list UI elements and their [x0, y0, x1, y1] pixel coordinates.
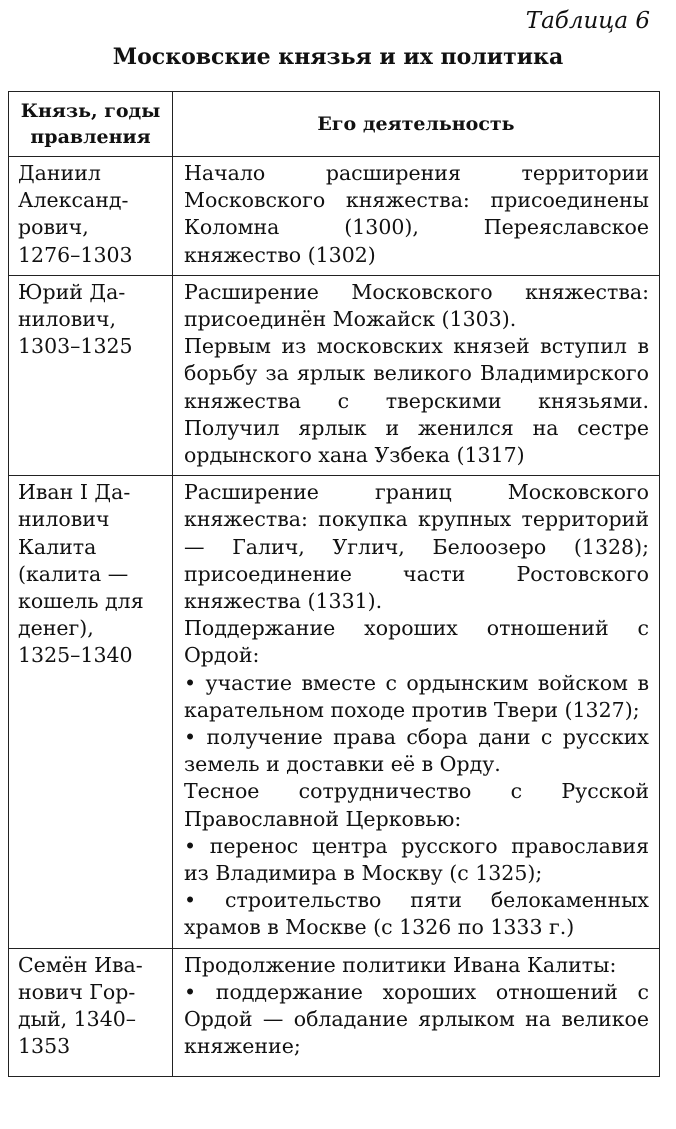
activity-cell: [173, 275, 660, 475]
activity-bullet: • получение права сбора дани с русских земель и доставки её в Орду.: [184, 725, 649, 777]
prince-line: Иван I Да-: [18, 480, 131, 505]
header-prince: [9, 92, 173, 157]
activity-bullet: • строительство пяти белокаменных храмов в Москве (с 1326 по 1333 г.): [184, 888, 649, 940]
activity-paragraph: Начало расширения территории Московского княжества: присоединены Коломна (1300), Переяславское княжество (1302): [184, 161, 649, 267]
prince-line: 1303–1325: [18, 334, 133, 359]
table-row: [9, 157, 660, 276]
prince-line: Калита: [18, 534, 97, 559]
princes-table: [8, 91, 660, 1077]
activity-paragraph: Первым из московских князей вступил в борьбу за ярлык великого Владимирского княжества с тверскими князьями. Получил ярлык и женился на сестре ордынского хана Узбека (1317): [184, 334, 649, 468]
prince-cell: [9, 275, 173, 475]
prince-line: Даниил: [18, 161, 101, 185]
activity-bullet: • участие вместе с ордынским войском в карательном походе против Твери (1327);: [184, 670, 649, 722]
table-number-label: Таблица 6: [525, 8, 650, 34]
header-prince-line: Князь, годы: [20, 100, 161, 122]
prince-line: нилович,: [18, 307, 116, 332]
table-row: [9, 476, 660, 948]
activity-paragraph: Тесное сотрудничество с Русской Православной Церковью:: [184, 779, 649, 831]
prince-line: дый, 1340–: [18, 1007, 137, 1032]
page-title: Московские князья и их политика: [112, 44, 564, 70]
activity-paragraph: Поддержание хороших отношений с Ордой:: [184, 616, 649, 668]
activity-cell: [173, 157, 660, 276]
header-activity: Его деятельность: [173, 92, 660, 157]
prince-line: рович,: [18, 215, 89, 240]
table-row: [9, 275, 660, 475]
table-header-row: [9, 92, 660, 157]
prince-line: 1276–1303: [18, 242, 133, 267]
prince-line: Юрий Да-: [18, 279, 126, 304]
activity-bullet: • поддержание хороших отношений с Ордой — обладание ярлыком на великое княжение;: [184, 979, 649, 1059]
prince-line: 1353: [18, 1034, 71, 1059]
prince-line: (калита —: [18, 561, 129, 586]
prince-line: Александ-: [18, 188, 129, 213]
activity-paragraph: Продолжение политики Ивана Калиты:: [184, 952, 617, 977]
prince-line: нович Гор-: [18, 979, 136, 1004]
prince-line: нилович: [18, 507, 110, 532]
prince-cell: [9, 157, 173, 276]
header-prince-line: правления: [30, 126, 151, 148]
activity-paragraph: Расширение Московского княжества: присоединён Можайск (1303).: [184, 279, 649, 332]
prince-line: денег),: [18, 616, 94, 641]
prince-line: Семён Ива-: [18, 952, 143, 977]
prince-line: кошель для: [18, 589, 144, 614]
activity-paragraph: Расширение границ Московского княжества: покупка крупных территорий — Галич, Углич, Белоозеро (1328); присоединение части Ростовского княжества (1331).: [184, 480, 649, 614]
prince-cell: [9, 948, 173, 1076]
activity-cell: [173, 476, 660, 948]
activity-cell: [173, 948, 660, 1076]
activity-bullet: • перенос центра русского православия из Владимира в Москву (с 1325);: [184, 833, 649, 886]
prince-line: 1325–1340: [18, 643, 133, 668]
table-row: [9, 948, 660, 1076]
prince-cell: [9, 476, 173, 948]
